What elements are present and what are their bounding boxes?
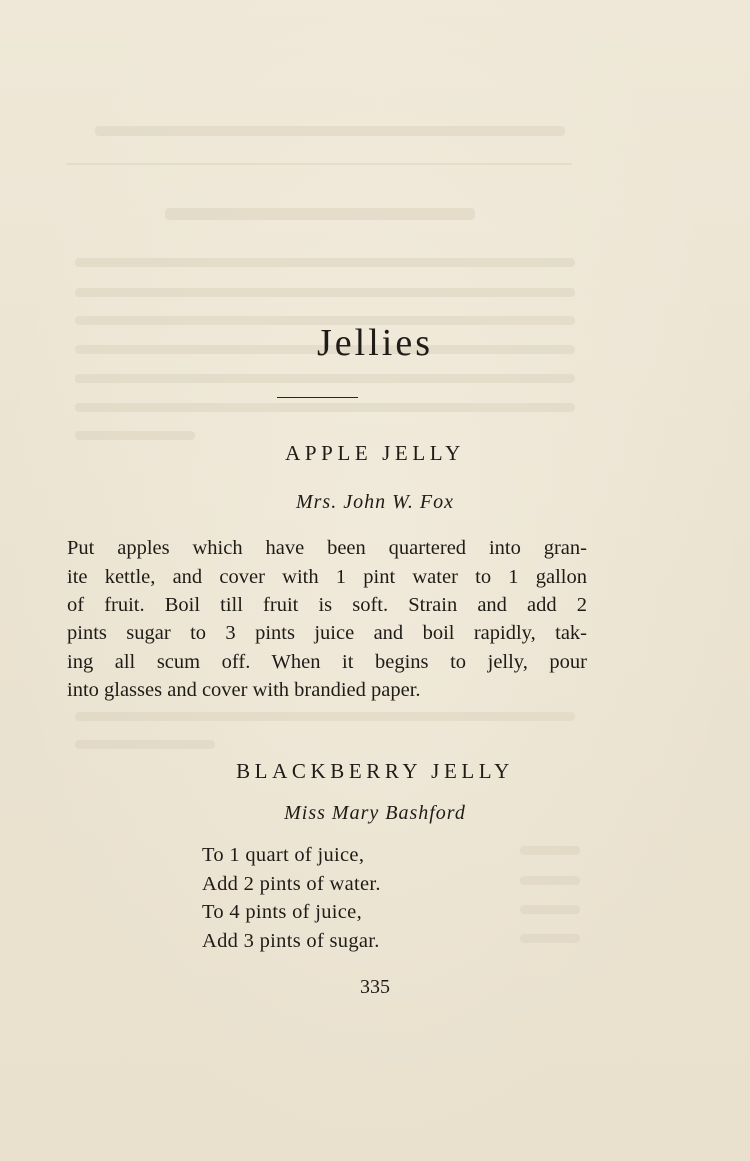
recipe-text-line: of fruit. Boil till fruit is soft. Strain and add 2 <box>67 594 587 616</box>
recipe-text-line: ing all scum off. When it begins to jelly, pour <box>67 651 587 673</box>
recipe-verse-line: Add 2 pints of water. <box>202 873 381 895</box>
page-number: 335 <box>360 976 390 998</box>
recipe-heading: APPLE JELLY <box>285 441 465 465</box>
chapter-title: Jellies <box>317 322 433 364</box>
recipe-text-line: into glasses and cover with brandied paper. <box>67 679 421 701</box>
recipe-author: Miss Mary Bashford <box>284 802 466 824</box>
recipe-heading: BLACKBERRY JELLY <box>236 759 514 783</box>
recipe-author: Mrs. John W. Fox <box>295 491 455 513</box>
recipe-text-line: Put apples which have been quartered into gran- <box>67 537 587 559</box>
title-divider <box>277 397 358 398</box>
recipe-verse-line: Add 3 pints of sugar. <box>202 930 380 952</box>
recipe-text-line: ite kettle, and cover with 1 pint water to 1 gallon <box>67 566 587 588</box>
recipe-verse-line: To 1 quart of juice, <box>202 844 365 866</box>
recipe-text-line: pints sugar to 3 pints juice and boil rapidly, tak- <box>67 622 587 644</box>
recipe-verse-line: To 4 pints of juice, <box>202 901 362 923</box>
